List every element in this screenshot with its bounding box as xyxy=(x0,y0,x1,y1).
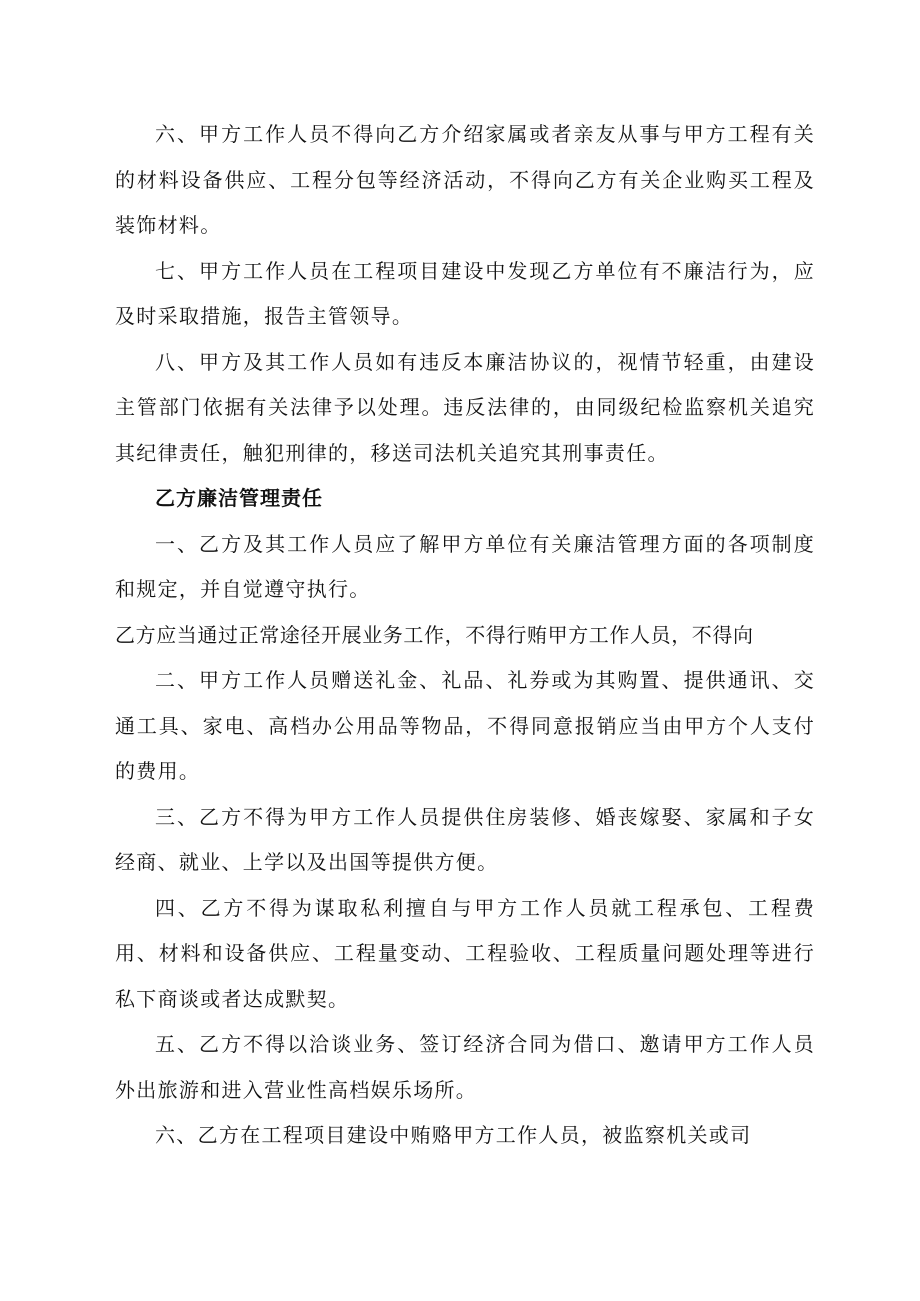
paragraph-party-a-8: 八、甲方及其工作人员如有违反本廉洁协议的，视情节轻重，由建设主管部门依据有关法律予以处理。违反法律的，由同级纪检监察机关追究其纪律责任，触犯刑律的，移送司法机关追究其刑事责任。 xyxy=(115,349,815,465)
document-page xyxy=(115,112,815,1159)
paragraph-party-b-2: 二、甲方工作人员赠送礼金、礼品、礼券或为其购置、提供通讯、交通工具、家电、高档办公用品等物品，不得同意报销应当由甲方个人支付的费用。 xyxy=(115,668,815,783)
paragraph-party-a-6: 六、甲方工作人员不得向乙方介绍家属或者亲友从事与甲方工程有关的材料设备供应、工程分包等经济活动，不得向乙方有关企业购买工程及装饰材料。 xyxy=(115,122,815,237)
paragraph-party-b-3: 三、乙方不得为甲方工作人员提供住房装修、婚丧嫁娶、家属和子女经商、就业、上学以及出国等提供方便。 xyxy=(115,804,815,874)
paragraph-party-b-1: 一、乙方及其工作人员应了解甲方单位有关廉洁管理方面的各项制度和规定，并自觉遵守执行。 xyxy=(115,531,815,601)
paragraph-party-b-6: 六、乙方在工程项目建设中贿赂甲方工作人员，被监察机关或司 xyxy=(155,1123,752,1147)
paragraph-party-b-bribery: 乙方应当通过正常途径开展业务工作，不得行贿甲方工作人员，不得向 xyxy=(115,622,754,647)
section-heading: 乙方廉洁管理责任 xyxy=(155,486,323,510)
paragraph-party-b-5: 五、乙方不得以洽谈业务、签订经济合同为借口、邀请甲方工作人员外出旅游和进入营业性高档娱乐场所。 xyxy=(115,1032,815,1102)
paragraph-party-b-4: 四、乙方不得为谋取私利擅自与甲方工作人员就工程承包、工程费用、材料和设备供应、工程量变动、工程验收、工程质量问题处理等进行私下商谈或者达成默契。 xyxy=(115,895,815,1011)
paragraph-party-a-7: 七、甲方工作人员在工程项目建设中发现乙方单位有不廉洁行为，应及时采取措施，报告主管领导。 xyxy=(115,258,815,328)
